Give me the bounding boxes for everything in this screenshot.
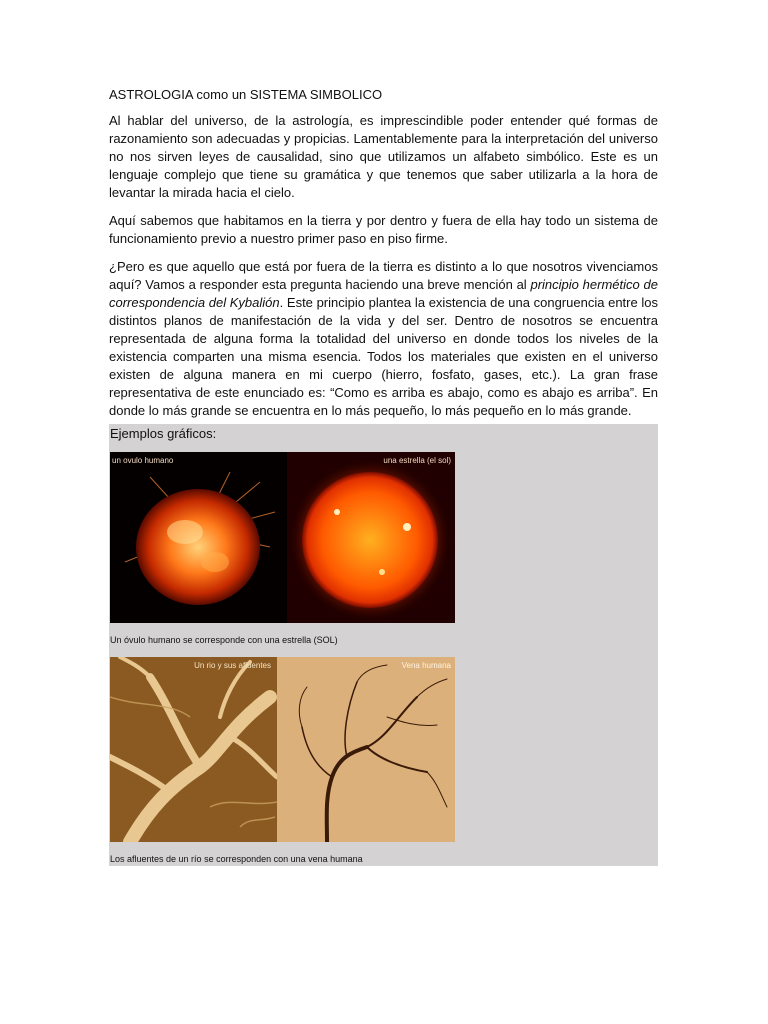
caption-ovum-sun: Un óvulo humano se corresponde con una estrella (SOL) xyxy=(110,635,338,645)
paragraph-3 xyxy=(109,258,658,420)
vein-label: Vena humana xyxy=(401,661,451,670)
document-body xyxy=(109,86,658,430)
paragraph-1: Al hablar del universo, de la astrología, es imprescindible poder entender qué formas de razonamiento son adecuadas y propicias. Lamentablemente para la interpretación del universo no nos sirven leyes de causalidad, sino que utilizamos un alfabeto simbólico. Este es un lenguaje complejo que tiene su gramática y que tenemos que saber utilizarla a la hora de levantar la mirada hacia el cielo. xyxy=(109,113,658,200)
sun-image xyxy=(287,452,455,623)
ovum-image xyxy=(110,452,287,623)
river-graphic xyxy=(110,657,277,842)
paragraph-2: Aquí sabemos que habitamos en la tierra y por dentro y fuera de ella hay todo un sistema de funcionamiento previo a nuestro primer paso en piso firme. xyxy=(109,213,658,246)
image-pair-ovum-sun xyxy=(110,452,455,623)
river-image xyxy=(110,657,277,842)
examples-title: Ejemplos gráficos: xyxy=(110,426,217,441)
ovum-label: un ovulo humano xyxy=(112,456,174,465)
paragraph-3-italic: principio hermético de correspondencia del Kybalión xyxy=(109,277,658,310)
vein-image xyxy=(277,657,455,842)
sun-label: una estrella (el sol) xyxy=(383,456,451,465)
caption-river-vein: Los afluentes de un río se corresponden con una vena humana xyxy=(110,854,363,864)
paragraph-3-end: . Este principio plantea la existencia de una congruencia entre los distintos planos de manifestación de la vida y del ser. Dentro de nosotros se encuentra representada de alguna forma la totalidad del universo en donde todos los niveles de la existencia comparten una misma esencia. Todos los materiales que existen en el universo existen de alguna manera en mi cuerpo (hierro, fosfato, gases, etc.). La gran frase representativa de este enunciado es: “Como es arriba es abajo, como es abajo es arriba”. En donde lo más grande se encuentra en lo más pequeño, lo más pequeño en lo más grande. xyxy=(109,295,658,418)
image-pair-river-vein xyxy=(110,657,455,842)
sun-graphic xyxy=(287,452,455,623)
vein-graphic xyxy=(277,657,455,842)
ovum-graphic xyxy=(110,452,287,623)
river-label: Un rio y sus afluentes xyxy=(194,661,271,670)
paragraph-3-start: ¿Pero es que aquello que está por fuera de la tierra es distinto a lo que nosotros vivenciamos aquí? Vamos a responder esta pregunta haciendo una breve mención al xyxy=(109,259,658,292)
document-title: ASTROLOGIA como un SISTEMA SIMBOLICO xyxy=(109,87,383,102)
